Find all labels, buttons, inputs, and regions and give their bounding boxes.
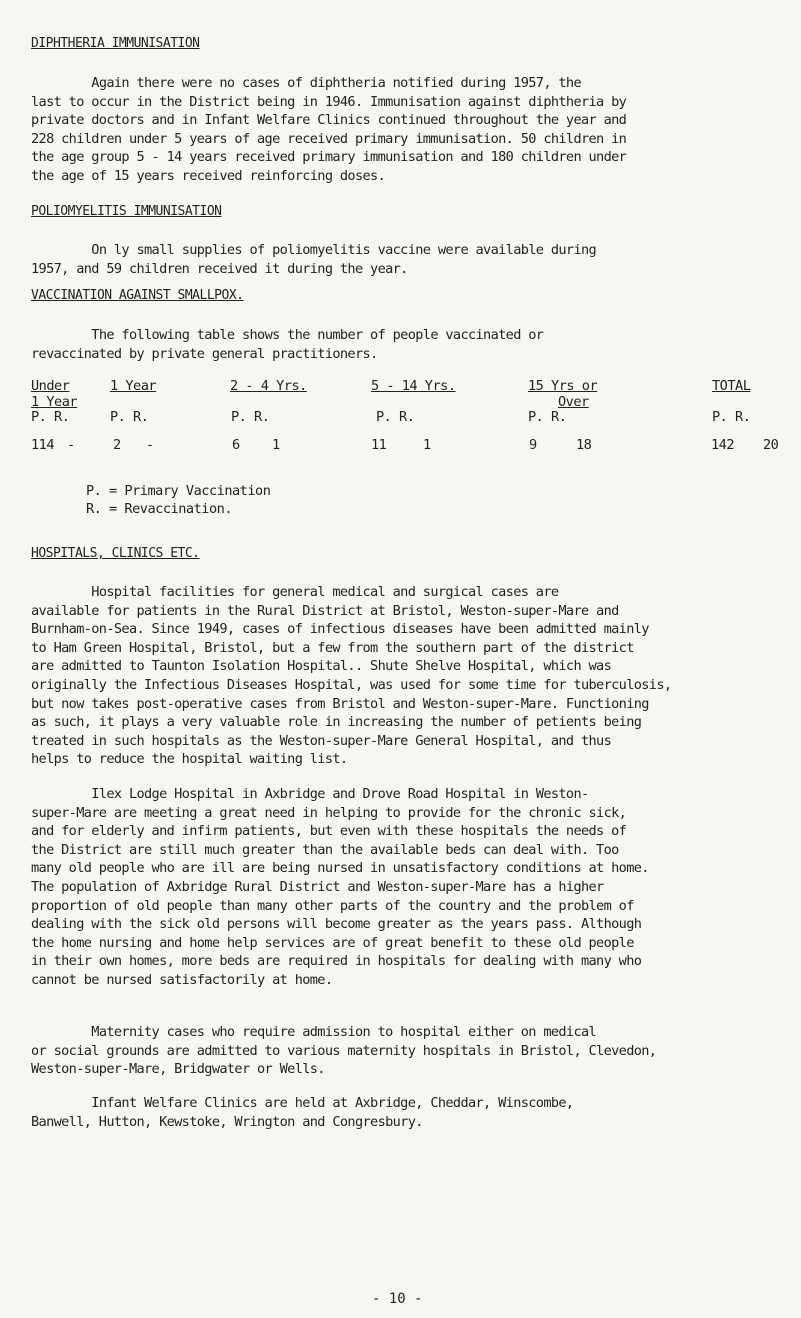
polio-paragraph: On ly small supplies of poliomyelitis vaccine were available during 1957, and 59 children received it during the year. — [31, 242, 597, 277]
hospitals-paragraph-2: Ilex Lodge Hospital in Axbridge and Drove Road Hospital in Weston- super-Mare are meeting a great need in helping to provide for the chronic sick, and for elderly and infirm patients, but even with these hospitals the needs of the District are still much greater than the available beds can deal with. Too many old people who are ill are being nursed in unsatisfactory conditions at home. The population of Axbridge Rural District and Weston-super-Mare has a higher proportion of old people than many other parts of the country and the problem of dealing with the sick old persons will become greater as the years pass. Although the home nursing and home help services are of great benefit to these old people in their own homes, more beds are required in hospitals for dealing with many who cannot be nursed satisfactorily at home. — [31, 786, 649, 988]
polio-heading: POLIOMYELITIS IMMUNISATION — [31, 204, 222, 219]
hospitals-heading: HOSPITALS, CLINICS ETC. — [31, 546, 200, 561]
page-number: - 10 - — [372, 1291, 423, 1307]
year-1-p: 2 — [113, 437, 121, 453]
year-1-r: - — [146, 437, 154, 453]
subheader-1-year: 1 Year — [31, 394, 78, 410]
smallpox-heading: VACCINATION AGAINST SMALLPOX. — [31, 288, 244, 303]
yrs-15-over-p: 9 — [529, 437, 537, 453]
legend-primary: P. = Primary Vaccination — [86, 483, 271, 499]
total-p: 142 — [711, 437, 735, 453]
header-15-yrs: 15 Yrs or — [528, 378, 598, 394]
header-1-year: 1 Year — [110, 378, 157, 394]
yrs-2-4-r: 1 — [272, 437, 280, 453]
pr-label: P. R. — [110, 409, 149, 425]
header-5-14-yrs: 5 - 14 Yrs. — [371, 378, 456, 394]
pr-label: P. R. — [376, 409, 415, 425]
hospitals-paragraph-3: Maternity cases who require admission to hospital either on medical or social grounds are admitted to various maternity hospitals in Bristol, Clevedon, Weston-super-Mare, Bridgwater or Wells. — [31, 1024, 657, 1078]
header-2-4-yrs: 2 - 4 Yrs. — [230, 378, 307, 394]
header-under: Under — [31, 378, 70, 394]
legend-revaccination: R. = Revaccination. — [86, 501, 232, 517]
pr-label: P. R. — [528, 409, 567, 425]
under-1-r: - — [67, 437, 75, 453]
subheader-over: Over — [558, 394, 589, 410]
total-r: 20 — [763, 437, 779, 453]
header-total: TOTAL — [712, 378, 751, 394]
pr-label: P. R. — [231, 409, 270, 425]
hospitals-paragraph-4: Infant Welfare Clinics are held at Axbridge, Cheddar, Winscombe, Banwell, Hutton, Kewstoke, Wrington and Congresbury. — [31, 1095, 574, 1130]
yrs-2-4-p: 6 — [232, 437, 240, 453]
hospitals-paragraph-1: Hospital facilities for general medical and surgical cases are available for patients in the Rural District at Bristol, Weston-super-Mare and Burnham-on-Sea. Since 1949, cases of infectious diseases have been admitted mainly to Ham Green Hospital, Bristol, but a few from the southern part of the district are admitted to Taunton Isolation Hospital.. Shute Shelve Hospital, which was originally the Infectious Diseases Hospital, was used for some time for tuberculosis, but now takes post-operative cases from Bristol and Weston-super-Mare. Functioning as such, it plays a very valuable role in increasing the number of petients being treated in such hospitals as the Weston-super-Mare General Hospital, and thus helps to reduce the hospital waiting list. — [31, 584, 672, 768]
pr-label: P. R. — [31, 409, 70, 425]
diphtheria-heading: DIPHTHERIA IMMUNISATION — [31, 36, 200, 51]
smallpox-paragraph: The following table shows the number of people vaccinated or revaccinated by private general practitioners. — [31, 327, 544, 362]
under-1-p: 114 — [31, 437, 55, 453]
pr-label-total: P. R. — [712, 409, 751, 425]
yrs-5-14-p: 11 — [371, 437, 387, 453]
yrs-15-over-r: 18 — [576, 437, 592, 453]
yrs-5-14-r: 1 — [423, 437, 431, 453]
diphtheria-paragraph: Again there were no cases of diphtheria notified during 1957, the last to occur in the District being in 1946. Immunisation against diphtheria by private doctors and in Infant Welfare Clinics continued throughout the year and 228 children under 5 years of age received primary immunisation. 50 children in the age group 5 - 14 years received primary immunisation and 180 children under the age of 15 years received reinforcing doses. — [31, 75, 627, 184]
